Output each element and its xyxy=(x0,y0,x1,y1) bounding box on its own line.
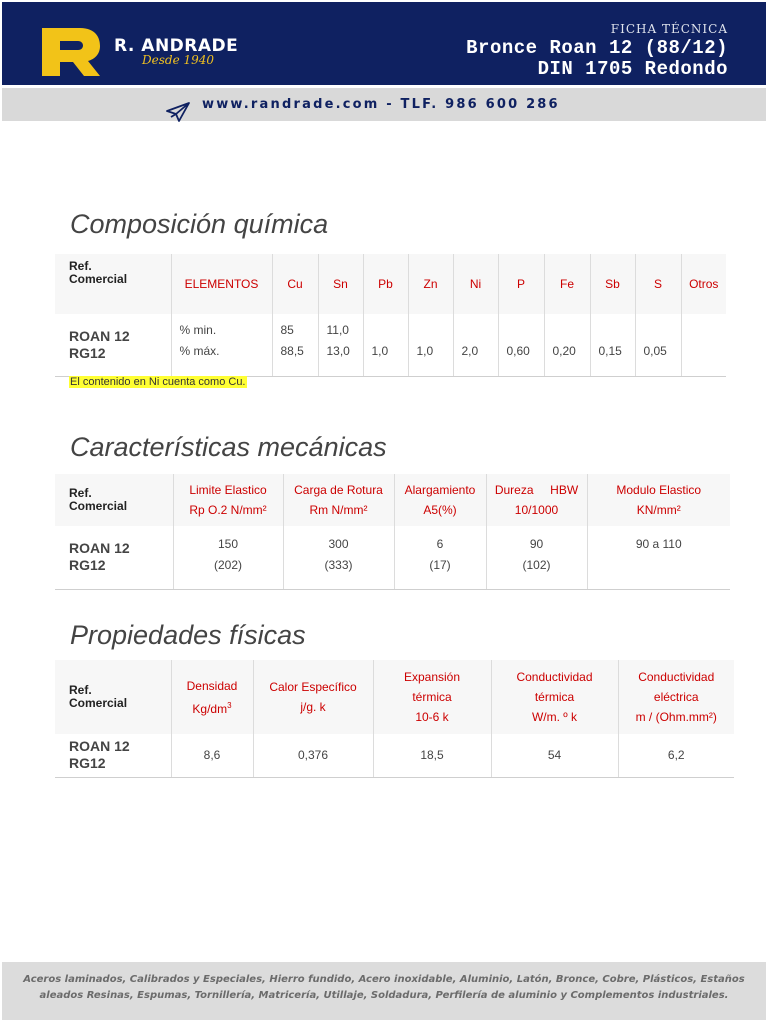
footer-products-line2: aleados Resinas, Espumas, Tornillería, Matricería, Utillaje, Soldadura, Perfilería de aluminio y Complementos industriales. xyxy=(39,990,729,1001)
element-header: Fe xyxy=(544,254,590,314)
element-header: Ni xyxy=(453,254,498,314)
min-max-labels: % min. % máx. xyxy=(171,314,272,376)
composition-value: 1,0 xyxy=(408,314,453,376)
element-header: Otros xyxy=(681,254,726,314)
composition-value: 0,60 xyxy=(498,314,544,376)
elements-label: ELEMENTOS xyxy=(171,254,272,314)
mechanical-header: Dureza HBW 10/1000 xyxy=(486,474,587,526)
product-name: ROAN 12 RG12 xyxy=(55,526,173,589)
element-header: S xyxy=(635,254,681,314)
mechanical-header: Modulo Elastico KN/mm² xyxy=(587,474,730,526)
physical-value: 54 xyxy=(491,734,618,777)
element-header: Sn xyxy=(318,254,363,314)
composition-value: 85 88,5 xyxy=(272,314,318,376)
physical-header: Densidad $Kg/dm^3$ xyxy=(171,660,253,734)
physical-title: Propiedades físicas xyxy=(70,620,306,650)
footer-band xyxy=(2,962,766,1020)
r-andrade-logo-icon xyxy=(40,26,102,78)
product-title: Bronce Roan 12 (88/12) xyxy=(466,37,728,59)
composition-header-row xyxy=(55,254,726,314)
mechanical-header: Alargamiento A5(%) xyxy=(394,474,486,526)
element-header: Zn xyxy=(408,254,453,314)
mechanical-value: 150 (202) xyxy=(173,526,283,589)
paper-plane-icon xyxy=(165,102,191,122)
ref-label: Ref. Comercial xyxy=(69,259,128,286)
physical-value: 6,2 xyxy=(618,734,734,777)
brand-name: R. ANDRADE xyxy=(114,36,239,56)
brand-tagline: Desde 1940 xyxy=(142,53,215,67)
composition-value xyxy=(681,314,726,376)
mechanical-value: 90 a 110 xyxy=(587,526,730,589)
element-header: Sb xyxy=(590,254,635,314)
physical-header: Expansión térmica 10-6 k xyxy=(373,660,491,734)
composition-value: 2,0 xyxy=(453,314,498,376)
physical-value: 18,5 xyxy=(373,734,491,777)
element-header: Pb xyxy=(363,254,408,314)
composition-table xyxy=(55,254,726,377)
contact-band xyxy=(2,88,766,121)
element-header: Cu xyxy=(272,254,318,314)
physical-value: 8,6 xyxy=(171,734,253,777)
mechanical-table xyxy=(55,474,730,590)
element-header: P xyxy=(498,254,544,314)
ref-label: Ref. Comercial xyxy=(69,683,128,710)
composition-value: 11,0 13,0 xyxy=(318,314,363,376)
ref-label: Ref. Comercial xyxy=(69,486,128,513)
ficha-label: FICHA TÉCNICA xyxy=(610,22,728,36)
contact-info[interactable]: www.randrade.com - TLF. 986 600 286 xyxy=(202,97,560,112)
mechanical-value: 90 (102) xyxy=(486,526,587,589)
mechanical-header: Carga de Rotura Rm N/mm² xyxy=(283,474,394,526)
composition-value: 0,05 xyxy=(635,314,681,376)
mechanical-title: Características mecánicas xyxy=(70,432,387,462)
physical-header: Conductividad térmica W/m. º k xyxy=(491,660,618,734)
composition-note: El contenido en Ni cuenta como Cu. xyxy=(70,376,246,388)
header-banner xyxy=(2,2,766,85)
footer-products-line1: Aceros laminados, Calibrados y Especiales, Hierro fundido, Acero inoxidable, Aluminio, Latón, Bronce, Cobre, Plásticos, Estaños xyxy=(23,974,745,985)
physical-header-row xyxy=(55,660,734,734)
composition-data-row xyxy=(55,314,726,376)
product-name: ROAN 12 RG12 xyxy=(55,314,171,376)
product-subtitle: DIN 1705 Redondo xyxy=(537,58,728,80)
composition-value: 0,20 xyxy=(544,314,590,376)
composition-value: 0,15 xyxy=(590,314,635,376)
composition-title: Composición química xyxy=(70,209,329,239)
mechanical-data-row xyxy=(55,526,730,589)
mechanical-value: 300 (333) xyxy=(283,526,394,589)
physical-header: Conductividad eléctrica m / (Ohm.mm²) xyxy=(618,660,734,734)
mechanical-header: Limite Elastico Rp O.2 N/mm² xyxy=(173,474,283,526)
physical-value: 0,376 xyxy=(253,734,373,777)
product-name: ROAN 12 RG12 xyxy=(55,734,171,777)
composition-value: 1,0 xyxy=(363,314,408,376)
physical-table xyxy=(55,660,734,778)
mechanical-value: 6 (17) xyxy=(394,526,486,589)
mechanical-header-row xyxy=(55,474,730,526)
physical-header: Calor Específico j/g. k xyxy=(253,660,373,734)
physical-data-row xyxy=(55,734,734,777)
